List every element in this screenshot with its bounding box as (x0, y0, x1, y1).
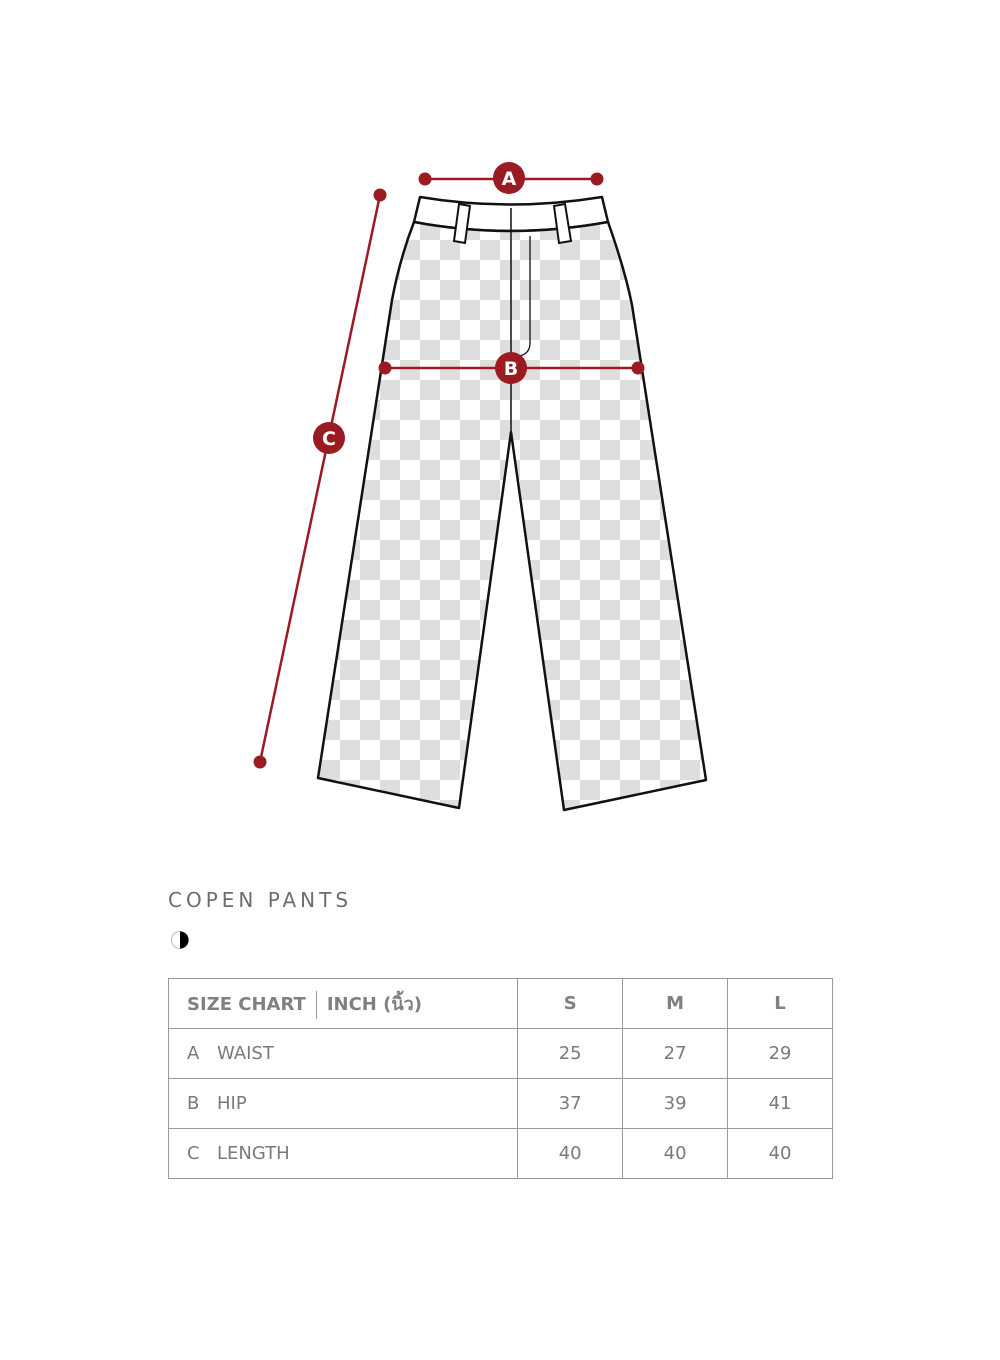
pants-legs (318, 222, 706, 810)
table-row (169, 1079, 833, 1129)
value-cell: 27 (623, 1029, 728, 1079)
header-label-cell (169, 979, 518, 1029)
table-header-row (169, 979, 833, 1029)
row-label-cell (169, 1029, 518, 1079)
row-label-cell (169, 1129, 518, 1179)
size-header-s: S (518, 979, 623, 1029)
row-label: WAIST (217, 1043, 274, 1064)
measurement-a-waist (419, 162, 604, 194)
value-cell: 40 (623, 1129, 728, 1179)
size-chart-heading: SIZE CHART (187, 993, 306, 1015)
size-chart-table (168, 978, 833, 1179)
row-label: HIP (217, 1093, 247, 1114)
value-cell: 40 (518, 1129, 623, 1179)
row-letter: B (187, 1093, 200, 1114)
size-header-l: L (728, 979, 833, 1029)
unit-heading: INCH (นิ้ว) (326, 993, 422, 1015)
value-cell: 25 (518, 1029, 623, 1079)
endpoint-dot (419, 173, 432, 186)
header-divider (316, 991, 317, 1019)
endpoint-dot (379, 362, 392, 375)
table-row (169, 1129, 833, 1179)
value-cell: 29 (728, 1029, 833, 1079)
value-cell: 37 (518, 1079, 623, 1129)
endpoint-dot (254, 756, 267, 769)
pants-outline (318, 197, 706, 810)
endpoint-dot (591, 173, 604, 186)
marker-letter-c: C (322, 428, 336, 450)
value-cell: 41 (728, 1079, 833, 1129)
endpoint-dot (632, 362, 645, 375)
marker-letter-a: A (501, 168, 517, 190)
half-black-circle-icon (170, 930, 190, 950)
marker-letter-b: B (503, 358, 519, 380)
value-cell: 39 (623, 1079, 728, 1129)
endpoint-dot (374, 189, 387, 202)
size-header-m: M (623, 979, 728, 1029)
row-label: LENGTH (217, 1143, 290, 1164)
row-label-cell (169, 1079, 518, 1129)
row-letter: A (187, 1043, 200, 1064)
row-letter: C (187, 1143, 200, 1164)
product-title: COPEN PANTS (168, 888, 353, 912)
table-row (169, 1029, 833, 1079)
value-cell: 40 (728, 1129, 833, 1179)
